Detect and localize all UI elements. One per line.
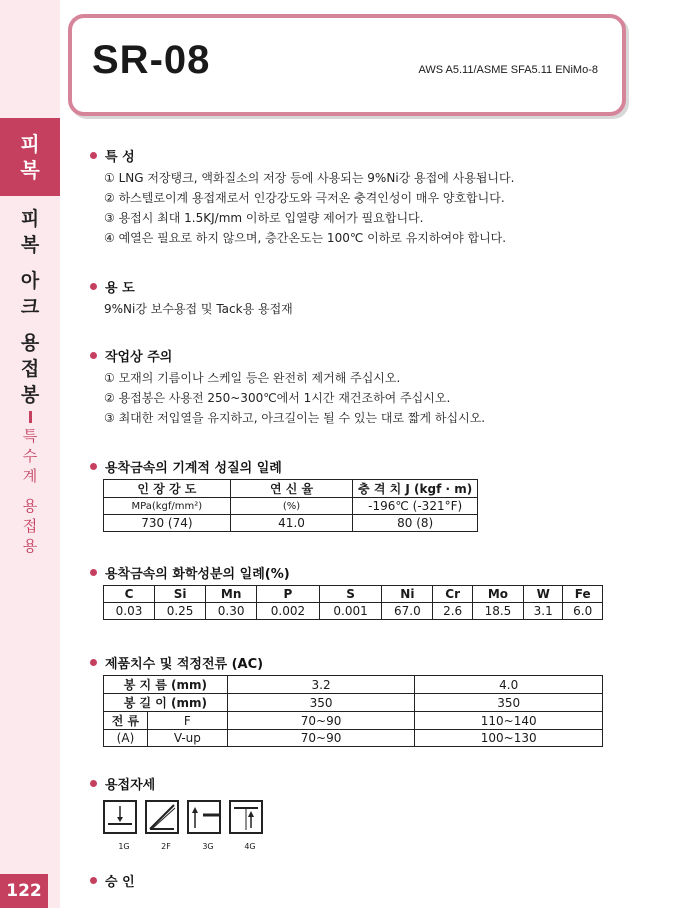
mech-subheader: MPa(kgf/mm²) <box>104 498 231 515</box>
position-label: 2F <box>161 842 171 851</box>
position-3g-icon <box>187 800 221 834</box>
sidebar-char: 아 <box>20 270 40 292</box>
chem-value: 0.25 <box>155 603 206 620</box>
bullet-icon <box>90 780 97 787</box>
chem-element: W <box>523 586 563 603</box>
chem-value: 2.6 <box>433 603 473 620</box>
mech-header: 연 신 율 <box>230 480 353 498</box>
bullet-icon <box>90 152 97 159</box>
mech-subheader: (%) <box>230 498 353 515</box>
chem-value: 67.0 <box>382 603 433 620</box>
size-cell: 100~130 <box>415 730 603 747</box>
product-spec: AWS A5.11/ASME SFA5.11 ENiMo-8 <box>418 64 598 76</box>
feature-item: ① LNG 저장탱크, 액화질소의 저장 등에 사용되는 9%Ni강 용접에 사용됩니다. <box>104 171 515 185</box>
sidebar-char: 피 <box>20 208 40 230</box>
approval-heading <box>90 871 135 890</box>
sidebar-char: 접 <box>20 358 40 380</box>
usage-heading <box>90 277 135 296</box>
sidebar-vertical-title <box>0 206 60 556</box>
chem-element: Mo <box>472 586 523 603</box>
positions-title: 용접자세 <box>105 778 156 793</box>
chem-element: Mn <box>206 586 257 603</box>
chem-value: 0.002 <box>257 603 320 620</box>
mechanical-table <box>103 479 478 532</box>
sizes-table <box>103 675 603 747</box>
chem-value: 18.5 <box>472 603 523 620</box>
chem-value: 0.03 <box>104 603 155 620</box>
feature-item: ③ 용접시 최대 1.5KJ/mm 이하로 입열량 제어가 필요합니다. <box>104 211 424 225</box>
features-heading <box>90 146 135 165</box>
diameter-label: 봉 지 름 (mm) <box>104 676 228 694</box>
mech-header: 충 격 치 J (kgf · m) <box>353 480 478 498</box>
position-2f-icon <box>145 800 179 834</box>
chemical-heading <box>90 563 290 582</box>
header-box <box>68 14 626 116</box>
bullet-icon <box>90 352 97 359</box>
position-labels <box>103 842 271 851</box>
position-label: 1G <box>118 842 130 851</box>
size-cell: 3.2 <box>227 676 415 694</box>
size-cell: 350 <box>227 694 415 712</box>
chem-element: Si <box>155 586 206 603</box>
position-label: 3G <box>202 842 214 851</box>
sidebar-char: 봉 <box>20 384 40 406</box>
size-cell: 70~90 <box>227 730 415 747</box>
chem-element: C <box>104 586 155 603</box>
mech-header: 인 장 강 도 <box>104 480 231 498</box>
bullet-icon <box>90 569 97 576</box>
caution-item: ② 용접봉은 사용전 250~300℃에서 1시간 재건조하여 주십시오. <box>104 391 451 405</box>
mech-value: 80 (8) <box>353 515 478 532</box>
caution-item: ③ 최대한 저입열을 유지하고, 아크길이는 될 수 있는 대로 짧게 하십시오. <box>104 411 486 425</box>
chem-value: 0.001 <box>319 603 382 620</box>
bullet-icon <box>90 283 97 290</box>
features-title: 특 성 <box>105 150 135 165</box>
mechanical-title: 용착금속의 기계적 성질의 일례 <box>105 461 282 476</box>
welding-positions <box>103 800 263 834</box>
chem-value: 0.30 <box>206 603 257 620</box>
sizes-heading <box>90 653 263 672</box>
sidebar-subchar: 계 <box>22 467 38 485</box>
mech-subheader: -196℃ (-321°F) <box>353 498 478 515</box>
feature-item: ④ 예열은 필요로 하지 않으며, 층간온도는 100℃ 이하로 유지하여야 합니다. <box>104 231 507 245</box>
chem-element: Cr <box>433 586 473 603</box>
sizes-title: 제품치수 및 적정전류 (AC) <box>105 657 264 672</box>
sidebar-tab-line2: 복 <box>20 158 40 182</box>
mechanical-heading <box>90 457 282 476</box>
sidebar-subchar: 접 <box>22 517 38 535</box>
position-f-label: F <box>147 712 227 730</box>
sidebar-tab-line1: 피 <box>20 132 40 156</box>
sidebar-tab <box>0 118 60 196</box>
page-number: 122 <box>0 874 48 908</box>
bullet-icon <box>90 877 97 884</box>
chem-element: S <box>319 586 382 603</box>
bullet-icon <box>90 463 97 470</box>
mech-value: 41.0 <box>230 515 353 532</box>
chem-element: P <box>257 586 320 603</box>
chemical-table <box>103 585 603 620</box>
sidebar-char: 용 <box>20 332 40 354</box>
position-1g-icon <box>103 800 137 834</box>
chem-element: Fe <box>563 586 603 603</box>
position-4g-icon <box>229 800 263 834</box>
chemical-title: 용착금속의 화학성분의 일례(%) <box>105 567 290 582</box>
chem-element: Ni <box>382 586 433 603</box>
usage-text: 9%Ni강 보수용접 및 Tack용 용접재 <box>104 302 293 316</box>
bullet-icon <box>90 659 97 666</box>
current-label: 전 류 <box>104 712 148 730</box>
position-vup-label: V-up <box>147 730 227 747</box>
sidebar-char: 복 <box>20 234 40 256</box>
mech-value: 730 (74) <box>104 515 231 532</box>
positions-heading <box>90 774 155 793</box>
chem-value: 3.1 <box>523 603 563 620</box>
length-label: 봉 길 이 (mm) <box>104 694 228 712</box>
sidebar-subchar: 특 <box>22 427 38 445</box>
current-unit: (A) <box>104 730 148 747</box>
size-cell: 4.0 <box>415 676 603 694</box>
usage-title: 용 도 <box>105 281 135 296</box>
feature-item: ② 하스텔로이계 용접재로서 인강강도와 극저온 충격인성이 매우 양호합니다. <box>104 191 505 205</box>
position-label: 4G <box>244 842 256 851</box>
caution-item: ① 모재의 기름이나 스케일 등은 완전히 제거해 주십시오. <box>104 371 401 385</box>
sidebar-subchar: 수 <box>22 447 38 465</box>
sidebar-subchar: 용 <box>22 537 38 555</box>
sidebar-divider <box>29 411 32 423</box>
sidebar-char: 크 <box>20 296 40 318</box>
size-cell: 70~90 <box>227 712 415 730</box>
caution-title: 작업상 주의 <box>105 350 173 365</box>
caution-heading <box>90 346 172 365</box>
sidebar-subchar: 용 <box>22 497 38 515</box>
approval-title: 승 인 <box>105 875 135 890</box>
size-cell: 110~140 <box>415 712 603 730</box>
chem-value: 6.0 <box>563 603 603 620</box>
sidebar <box>0 0 60 908</box>
product-model: SR-08 <box>92 38 211 82</box>
size-cell: 350 <box>415 694 603 712</box>
